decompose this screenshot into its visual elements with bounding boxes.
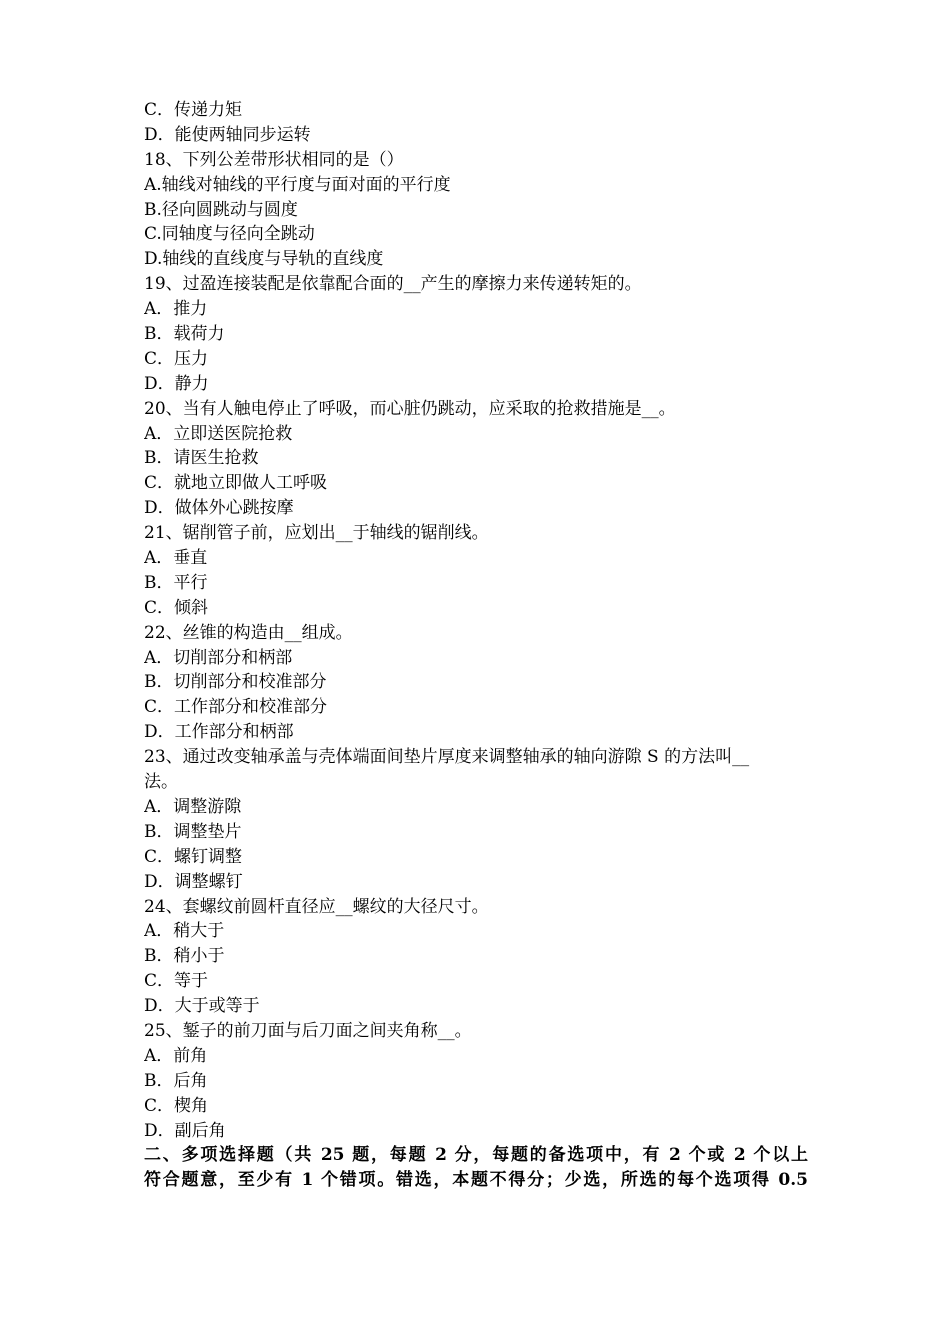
option-18b: B.径向圆跳动与圆度 — [144, 199, 298, 220]
option-22d: D．工作部分和柄部 — [144, 722, 294, 743]
option-20a: A．立即送医院抢救 — [144, 423, 293, 444]
option-19a: A．推力 — [144, 299, 208, 320]
option-19b: B．载荷力 — [144, 324, 225, 345]
option-25c: C．楔角 — [144, 1095, 209, 1116]
option-25d: D．副后角 — [144, 1120, 226, 1141]
option-18a: A.轴线对轴线的平行度与面对面的平行度 — [144, 174, 451, 195]
option-22c: C．工作部分和校准部分 — [144, 697, 328, 718]
document-content — [144, 98, 808, 1193]
question-23: 23、通过改变轴承盖与壳体端面间垫片厚度来调整轴承的轴向游隙 S 的方法叫__ — [144, 747, 750, 768]
option-18d: D.轴线的直线度与导轨的直线度 — [144, 249, 384, 270]
option-23c: C．螺钉调整 — [144, 846, 243, 867]
option-22a: A．切削部分和柄部 — [144, 647, 293, 668]
option-21a: A．垂直 — [144, 548, 208, 569]
option-17c: C．传递力矩 — [144, 100, 243, 120]
option-24a: A．稍大于 — [144, 921, 225, 942]
option-17d: D．能使两轴同步运转 — [144, 124, 311, 145]
option-24d: D．大于或等于 — [144, 996, 260, 1017]
question-23-continued: 法。 — [144, 772, 178, 793]
option-23a: A．调整游隙 — [144, 796, 242, 817]
option-20b: B．请医生抢救 — [144, 448, 259, 469]
option-22b: B．切削部分和校准部分 — [144, 672, 327, 693]
section-heading-multiple-choice — [144, 1143, 808, 1193]
question-19: 19、过盈连接装配是依靠配合面的__产生的摩擦力来传递转矩的。 — [144, 274, 642, 295]
option-23d: D．调整螺钉 — [144, 871, 243, 892]
option-18c: C.同轴度与径向全跳动 — [144, 224, 315, 245]
option-23b: B．调整垫片 — [144, 821, 242, 842]
option-25a: A．前角 — [144, 1045, 208, 1066]
option-24c: C．等于 — [144, 971, 209, 992]
option-20c: C．就地立即做人工呼吸 — [144, 473, 328, 494]
option-21b: B．平行 — [144, 572, 208, 593]
question-20: 20、当有人触电停止了呼吸，而心脏仍跳动，应采取的抢救措施是__。 — [144, 398, 676, 419]
question-24: 24、套螺纹前圆杆直径应__螺纹的大径尺寸。 — [144, 896, 489, 917]
section-heading-line-2: 符合题意，至少有 1 个错项。错选，本题不得分；少选，所选的每个选项得 0.5 — [144, 1170, 808, 1191]
question-18: 18、下列公差带形状相同的是（） — [144, 149, 404, 170]
option-24b: B．稍小于 — [144, 946, 225, 967]
option-21c: C．倾斜 — [144, 597, 209, 618]
question-22: 22、丝锥的构造由__组成。 — [144, 622, 353, 643]
question-25: 25、錾子的前刀面与后刀面之间夹角称__。 — [144, 1020, 472, 1041]
option-20d: D．做体外心跳按摩 — [144, 498, 294, 519]
question-21: 21、锯削管子前，应划出__于轴线的锯削线。 — [144, 523, 489, 544]
option-19d: D．静力 — [144, 373, 209, 394]
section-heading-line-1: 二、多项选择题（共 25 题，每题 2 分，每题的备选项中，有 2 个或 2 个以上 — [144, 1145, 808, 1166]
option-25b: B．后角 — [144, 1070, 208, 1091]
option-19c: C．压力 — [144, 348, 209, 369]
